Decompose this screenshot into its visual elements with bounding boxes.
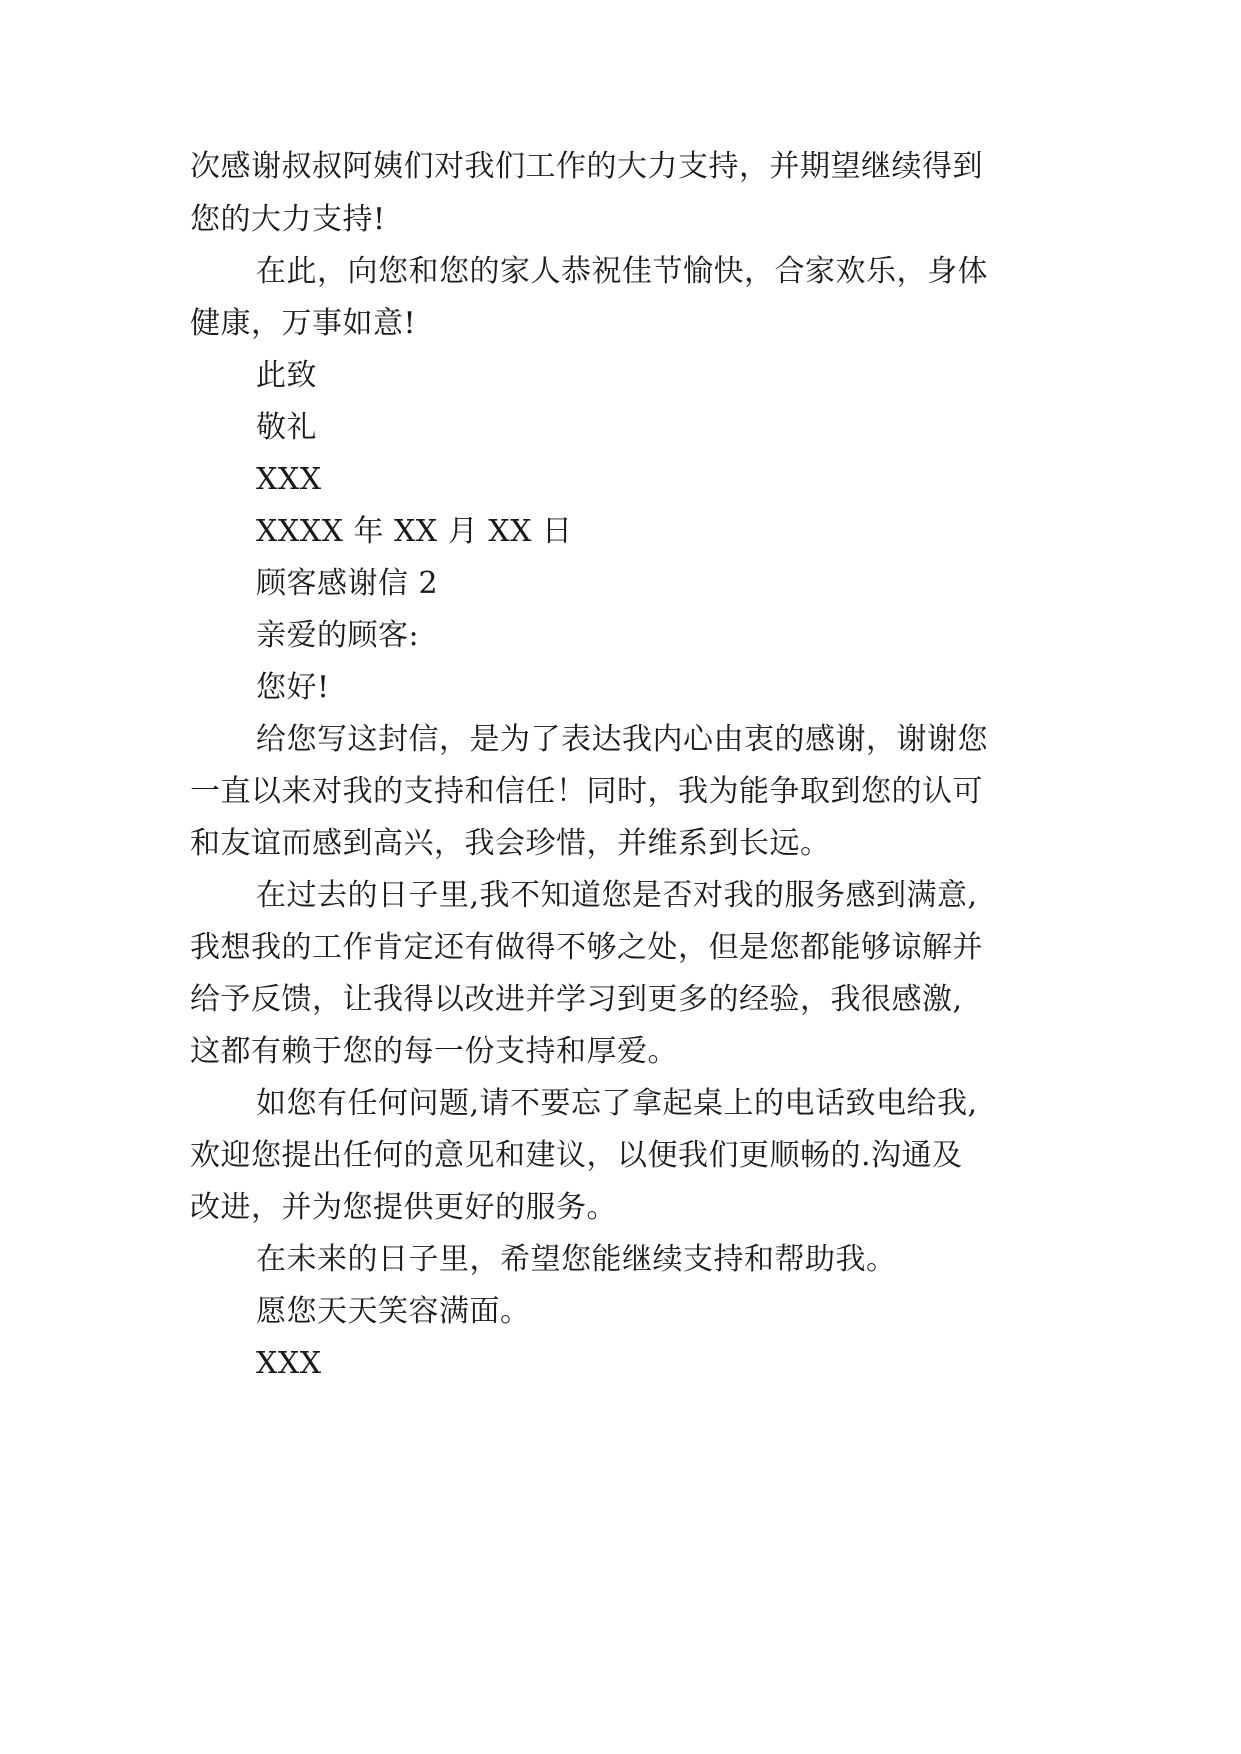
body-line-15: 在过去的日子里,我不知道您是否对我的服务感到满意, bbox=[256, 878, 978, 913]
body-line-19: 如您有任何问题,请不要忘了拿起桌上的电话致电给我, bbox=[256, 1086, 978, 1121]
body-line-16: 我想我的工作肯定还有做得不够之处，但是您都能够谅解并 bbox=[190, 930, 983, 965]
body-line-4: 健康，万事如意! bbox=[190, 306, 417, 341]
body-line-20: 欢迎您提出任何的意见和建议，以便我们更顺畅的.沟通及 bbox=[190, 1138, 963, 1173]
body-line-21: 改进，并为您提供更好的服务。 bbox=[190, 1190, 617, 1225]
body-line-17: 给予反馈，让我得以改进并学习到更多的经验，我很感激, bbox=[190, 982, 963, 1017]
letter-greeting: 亲爱的顾客: bbox=[256, 618, 420, 653]
salutation-regards: 敬礼 bbox=[256, 410, 317, 445]
letter-hello: 您好! bbox=[256, 670, 330, 705]
body-line-1: 次感谢叔叔阿姨们对我们工作的大力支持，并期望继续得到 bbox=[190, 149, 983, 184]
closing-phrase: 此致 bbox=[256, 358, 317, 393]
body-line-13: 一直以来对我的支持和信任！同时，我为能争取到您的认可 bbox=[190, 774, 983, 809]
signature-date: XXXX 年 XX 月 XX 日 bbox=[256, 514, 573, 549]
body-line-23: 愿您天天笑容满面。 bbox=[256, 1294, 531, 1329]
signature-name: XXX bbox=[256, 462, 322, 497]
body-line-22: 在未来的日子里，希望您能继续支持和帮助我。 bbox=[256, 1242, 897, 1277]
body-line-12: 给您写这封信，是为了表达我内心由衷的感谢，谢谢您 bbox=[256, 722, 988, 757]
letter-title: 顾客感谢信 2 bbox=[256, 566, 439, 601]
body-line-2: 您的大力支持! bbox=[190, 202, 386, 237]
signature-name-2: XXX bbox=[256, 1346, 322, 1381]
body-line-3: 在此，向您和您的家人恭祝佳节愉快，合家欢乐，身体 bbox=[256, 254, 988, 289]
body-line-14: 和友谊而感到高兴，我会珍惜，并维系到长远。 bbox=[190, 826, 831, 861]
body-line-18: 这都有赖于您的每一份支持和厚爱。 bbox=[190, 1034, 678, 1069]
